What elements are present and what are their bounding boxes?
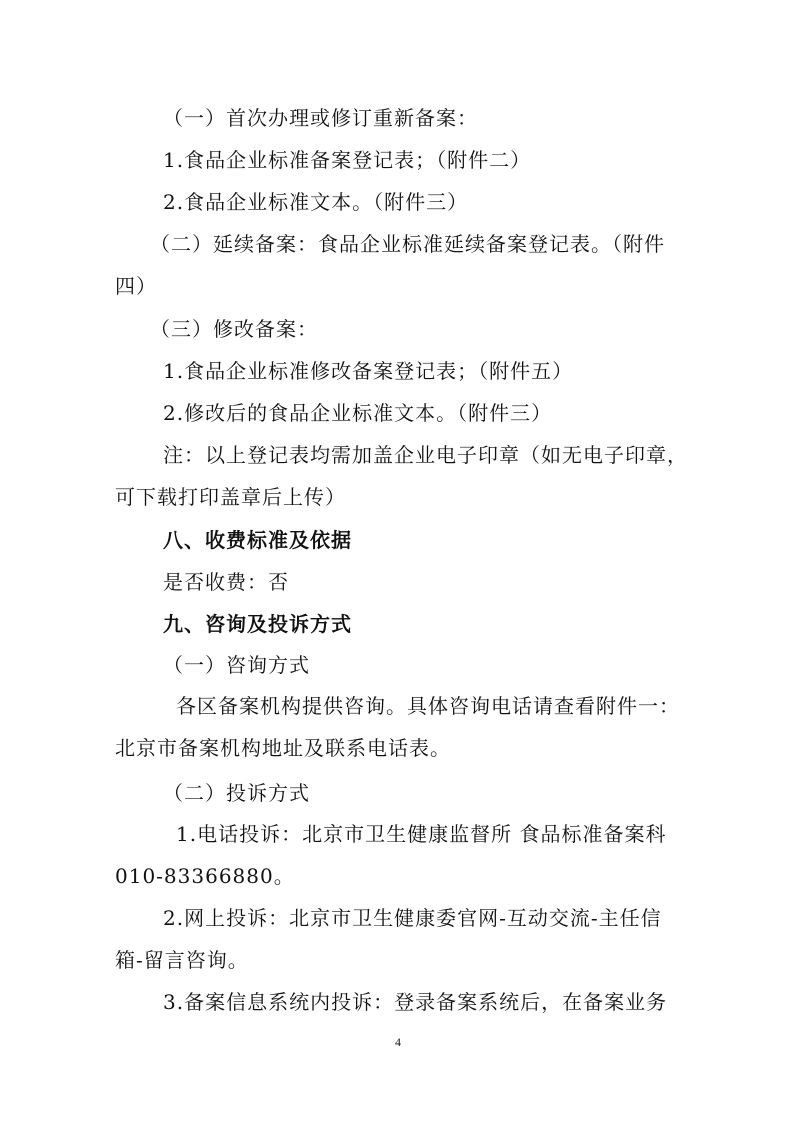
complaint-phone-line-2: 010-83366880。	[115, 864, 295, 888]
item-three-point-2: 2.修改后的食品企业标准文本。（附件三）	[163, 401, 553, 425]
note-line-1: 注：以上登记表均需加盖企业电子印章（如无电子印章，	[163, 443, 688, 467]
complaint-phone-line-1: 1.电话投诉：北京市卫生健康监督所 食品标准备案科	[176, 822, 667, 846]
complaint-online-line-1: 2.网上投诉：北京市卫生健康委官网-互动交流-主任信	[163, 906, 662, 930]
item-three-heading: （三）修改备案：	[150, 317, 318, 341]
item-one-heading: （一）首次办理或修订重新备案：	[163, 106, 478, 130]
section-nine-heading: 九、咨询及投诉方式	[163, 612, 352, 636]
complaint-system-line-1: 3.备案信息系统内投诉：登录备案系统后，在备案业务	[163, 990, 668, 1014]
consult-line-1: 各区备案机构提供咨询。具体咨询电话请查看附件一：	[176, 694, 680, 718]
item-one-point-1: 1.食品企业标准备案登记表；（附件二）	[163, 148, 532, 172]
fee-status: 是否收费：否	[163, 570, 289, 594]
item-two-line-1: （二）延续备案：食品企业标准延续备案登记表。（附件	[150, 232, 665, 256]
note-line-2: 可下载打印盖章后上传）	[115, 485, 346, 509]
page-number: 4	[395, 1035, 401, 1049]
consult-line-2: 北京市备案机构地址及联系电话表。	[115, 736, 451, 760]
consult-heading: （一）咨询方式	[163, 653, 310, 677]
complaint-heading: （二）投诉方式	[163, 781, 310, 805]
item-three-point-1: 1.食品企业标准修改备案登记表；（附件五）	[163, 359, 574, 383]
complaint-online-line-2: 箱-留言咨询。	[115, 948, 249, 972]
section-eight-heading: 八、收费标准及依据	[163, 528, 352, 552]
item-one-point-2: 2.食品企业标准文本。（附件三）	[163, 190, 469, 214]
item-two-line-2: 四）	[115, 274, 157, 298]
